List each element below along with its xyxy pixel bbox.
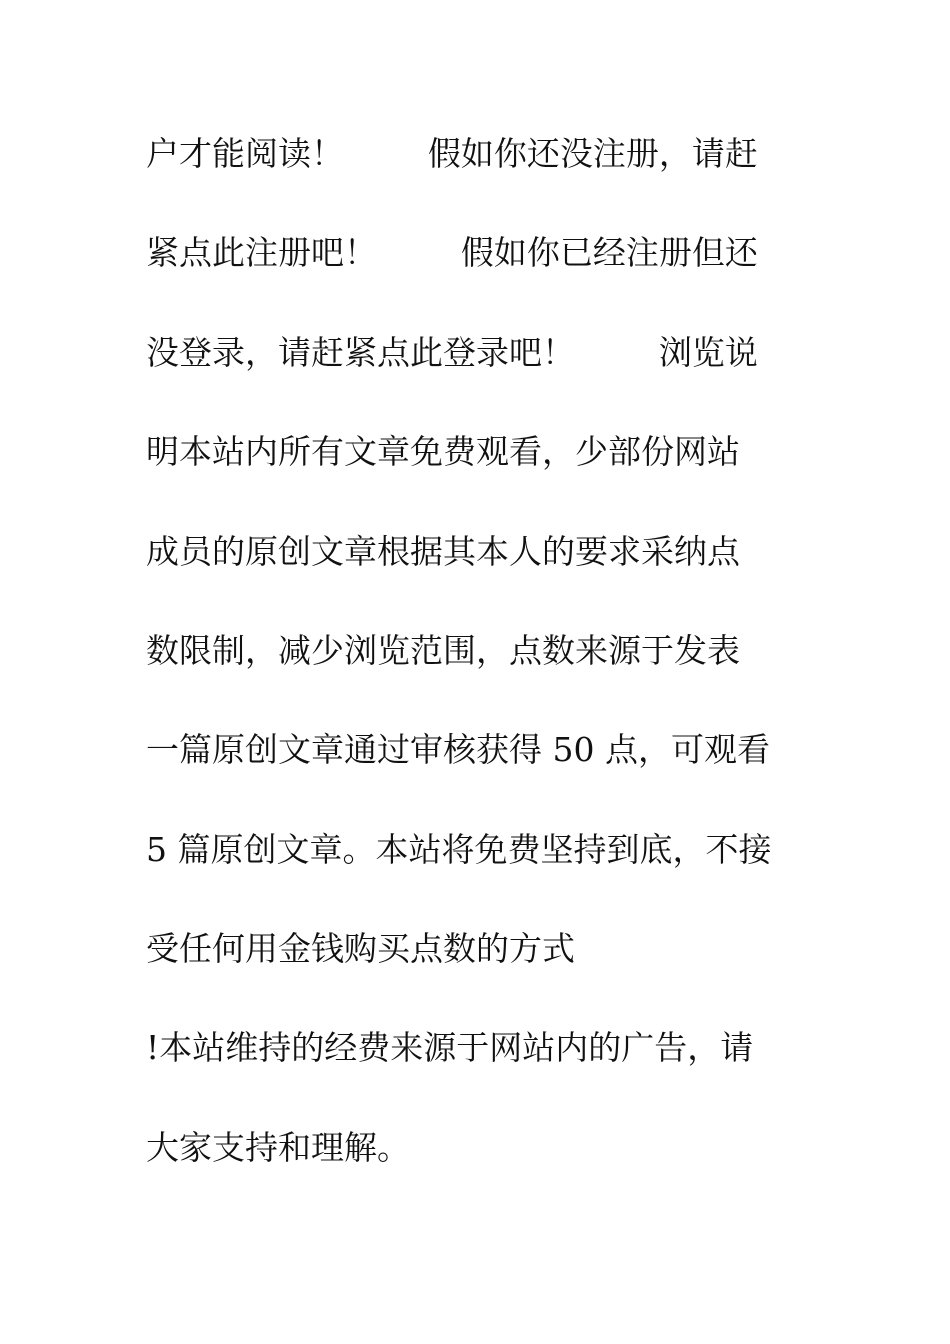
- text-line-10: !本站维持的经费来源于网站内的广告，请: [146, 1028, 754, 1067]
- text-line-9: 受任何用金钱购买点数的方式: [146, 929, 575, 968]
- text-line-6: 数限制，减少浏览范围，点数来源于发表: [146, 631, 740, 670]
- text-line-8: 5 篇原创文章。本站将免费坚持到底，不接: [146, 830, 772, 869]
- text-line-4: 明本站内所有文章免费观看，少部份网站: [146, 432, 740, 471]
- text-line-3: 没登录，请赶紧点此登录吧！ 浏览说: [146, 333, 758, 372]
- text-line-5: 成员的原创文章根据其本人的要求采纳点: [146, 532, 740, 571]
- text-line-2: 紧点此注册吧！ 假如你已经注册但还: [146, 233, 758, 272]
- text-line-11: 大家支持和理解。: [146, 1128, 410, 1167]
- text-line-7: 一篇原创文章通过审核获得 50 点，可观看: [146, 730, 770, 769]
- text-line-1: 户才能阅读！ 假如你还没注册，请赶: [146, 134, 758, 173]
